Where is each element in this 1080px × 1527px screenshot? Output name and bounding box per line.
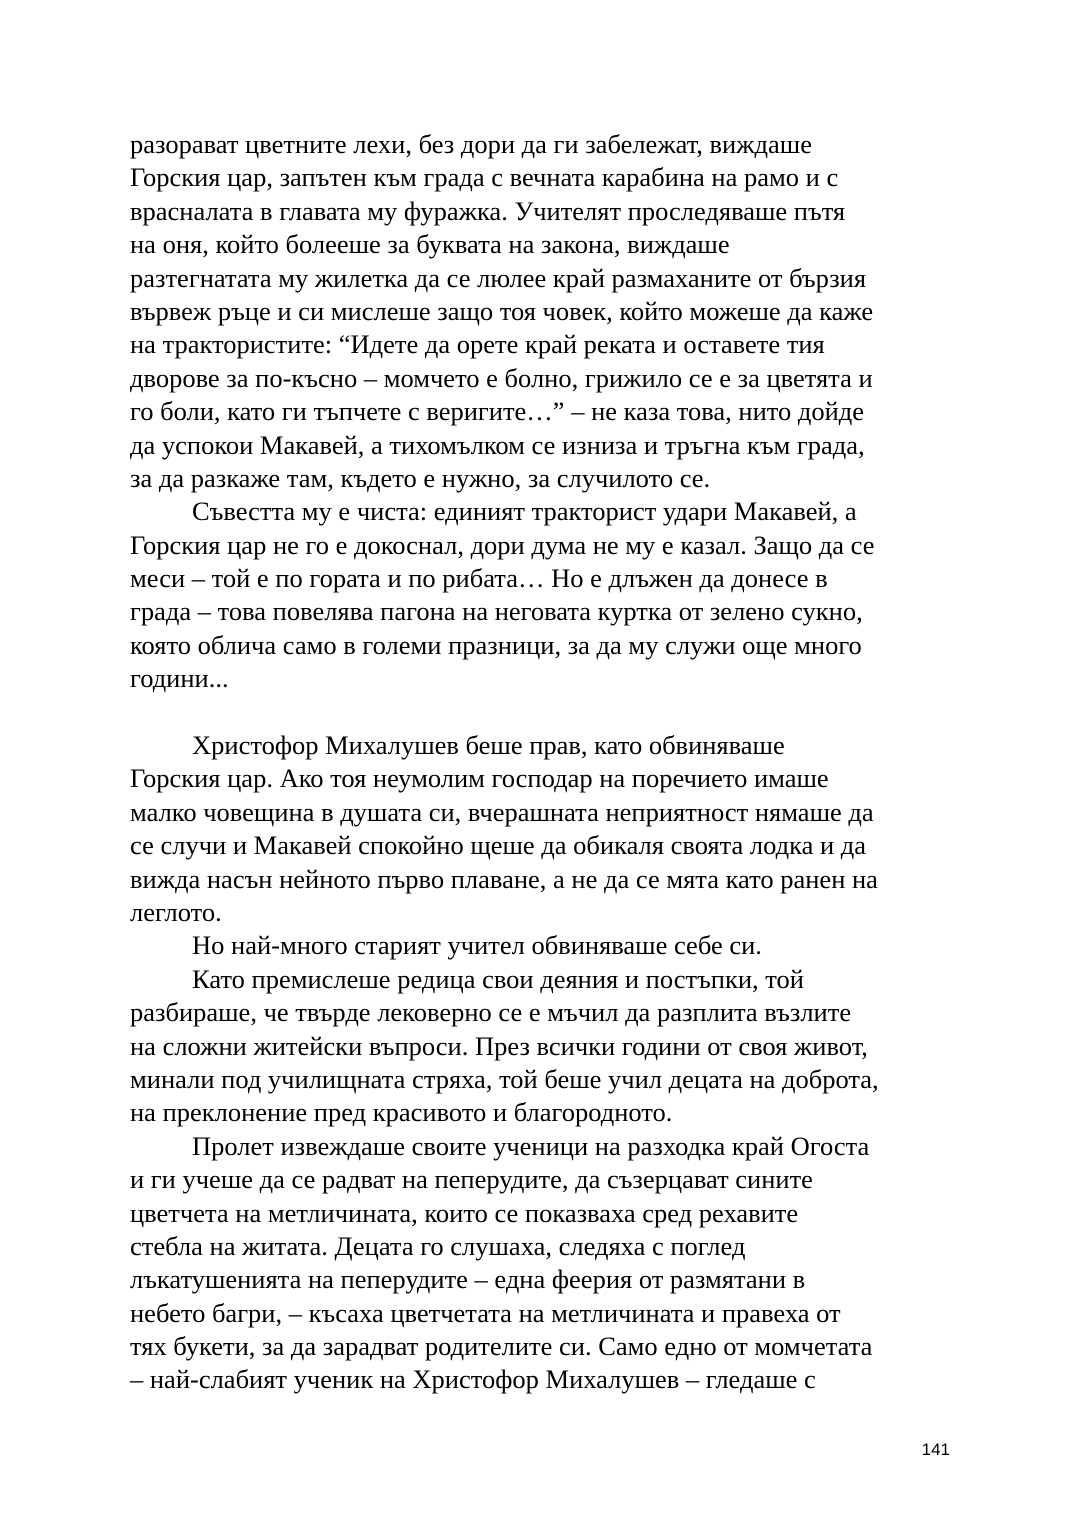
text-line: Горския цар не го е докоснал, дори дума не му е казал. Защо да се <box>130 529 875 560</box>
text-line: разбираше, че твърде лековерно се е мъчил да разплита възлите <box>130 997 852 1028</box>
text-line: на преклонение пред красивото и благородното. <box>130 1097 673 1128</box>
text-line: и ги учеше да се радват на пеперудите, да съзерцават сините <box>130 1164 813 1195</box>
text-line: тях букети, за да зарадват родителите си. Само едно от момчетата <box>130 1331 873 1362</box>
text-line: небето багри, – късаха цветчетата на метличината и правеха от <box>130 1297 841 1328</box>
paragraph-start-line: Но най-много старият учител обвиняваше себе си. <box>192 930 762 961</box>
body-text <box>130 128 950 1397</box>
text-line: лъкатушенията на пеперудите – една феерия от размятани в <box>130 1264 806 1295</box>
paragraph-start-line: Пролет извеждаше своите ученици на разходка край Огоста <box>192 1130 870 1161</box>
text-line: малко човещина в душата си, вчерашната неприятност нямаше да <box>130 796 874 827</box>
paragraph-start-line: Съвестта му е чиста: единият тракторист удари Макавей, а <box>192 496 857 527</box>
text-line: врасналата в главата му фуражка. Учителят проследяваше пътя <box>130 195 846 226</box>
text-line: Горския цар, запътен към града с вечната карабина на рамо и с <box>130 162 839 193</box>
text-line: града – това повелява пагона на неговата куртка от зелено сукно, <box>130 596 863 627</box>
text-line: на оня, който болееше за буквата на закона, виждаше <box>130 229 730 260</box>
text-line: години... <box>130 663 229 694</box>
text-line: цветчета на метличината, които се показваха сред рехавите <box>130 1197 799 1228</box>
page-number: 141 <box>921 1440 950 1459</box>
text-line: вървеж ръце и си мислеше защо тоя човек, който можеше да каже <box>130 295 874 326</box>
text-line: меси – той е по гората и по рибата… Но е длъжен да донесе в <box>130 563 828 594</box>
paragraph-start-line: Христофор Михалушев беше прав, като обвиняваше <box>192 730 785 761</box>
text-line: леглото. <box>130 896 222 927</box>
text-line: се случи и Макавей спокойно щеше да обикаля своята лодка и да <box>130 830 867 861</box>
text-line: дворове за по-късно – момчето е болно, грижило се е за цветята и <box>130 362 873 393</box>
text-line: Горския цар. Ако тоя неумолим господар на поречието имаше <box>130 763 829 794</box>
text-line: да успокои Макавей, а тихомълком се изниза и тръгна към града, <box>130 429 865 460</box>
text-line: която облича само в големи празници, за да му служи още много <box>130 629 862 660</box>
text-line: стебла на житата. Децата го слушаха, следяха с поглед <box>130 1230 746 1261</box>
text-line: го боли, като ги тъпчете с веригите…” – не каза това, нито дойде <box>130 396 865 427</box>
text-line: разтегнатата му жилетка да се люлее край размаханите от бързия <box>130 262 867 293</box>
text-line: – най-слабият ученик на Христофор Михалушев – гледаше с <box>130 1364 816 1395</box>
text-line: на сложни житейски въпроси. През всички години от своя живот, <box>130 1030 868 1061</box>
paragraph-start-line: Като премислеше редица свои деяния и постъпки, той <box>192 963 804 994</box>
section-break <box>130 696 950 729</box>
text-line: вижда насън нейното първо плаване, а не да се мята като ранен на <box>130 863 878 894</box>
text-line: минали под училищната стряха, той беше учил децата на доброта, <box>130 1063 879 1094</box>
text-line: разорават цветните лехи, без дори да ги забележат, виждаше <box>130 129 812 159</box>
text-line: за да разкаже там, където е нужно, за случилото се. <box>130 462 711 493</box>
text-line: на трактористите: “Идете да орете край реката и оставете тия <box>130 329 825 360</box>
